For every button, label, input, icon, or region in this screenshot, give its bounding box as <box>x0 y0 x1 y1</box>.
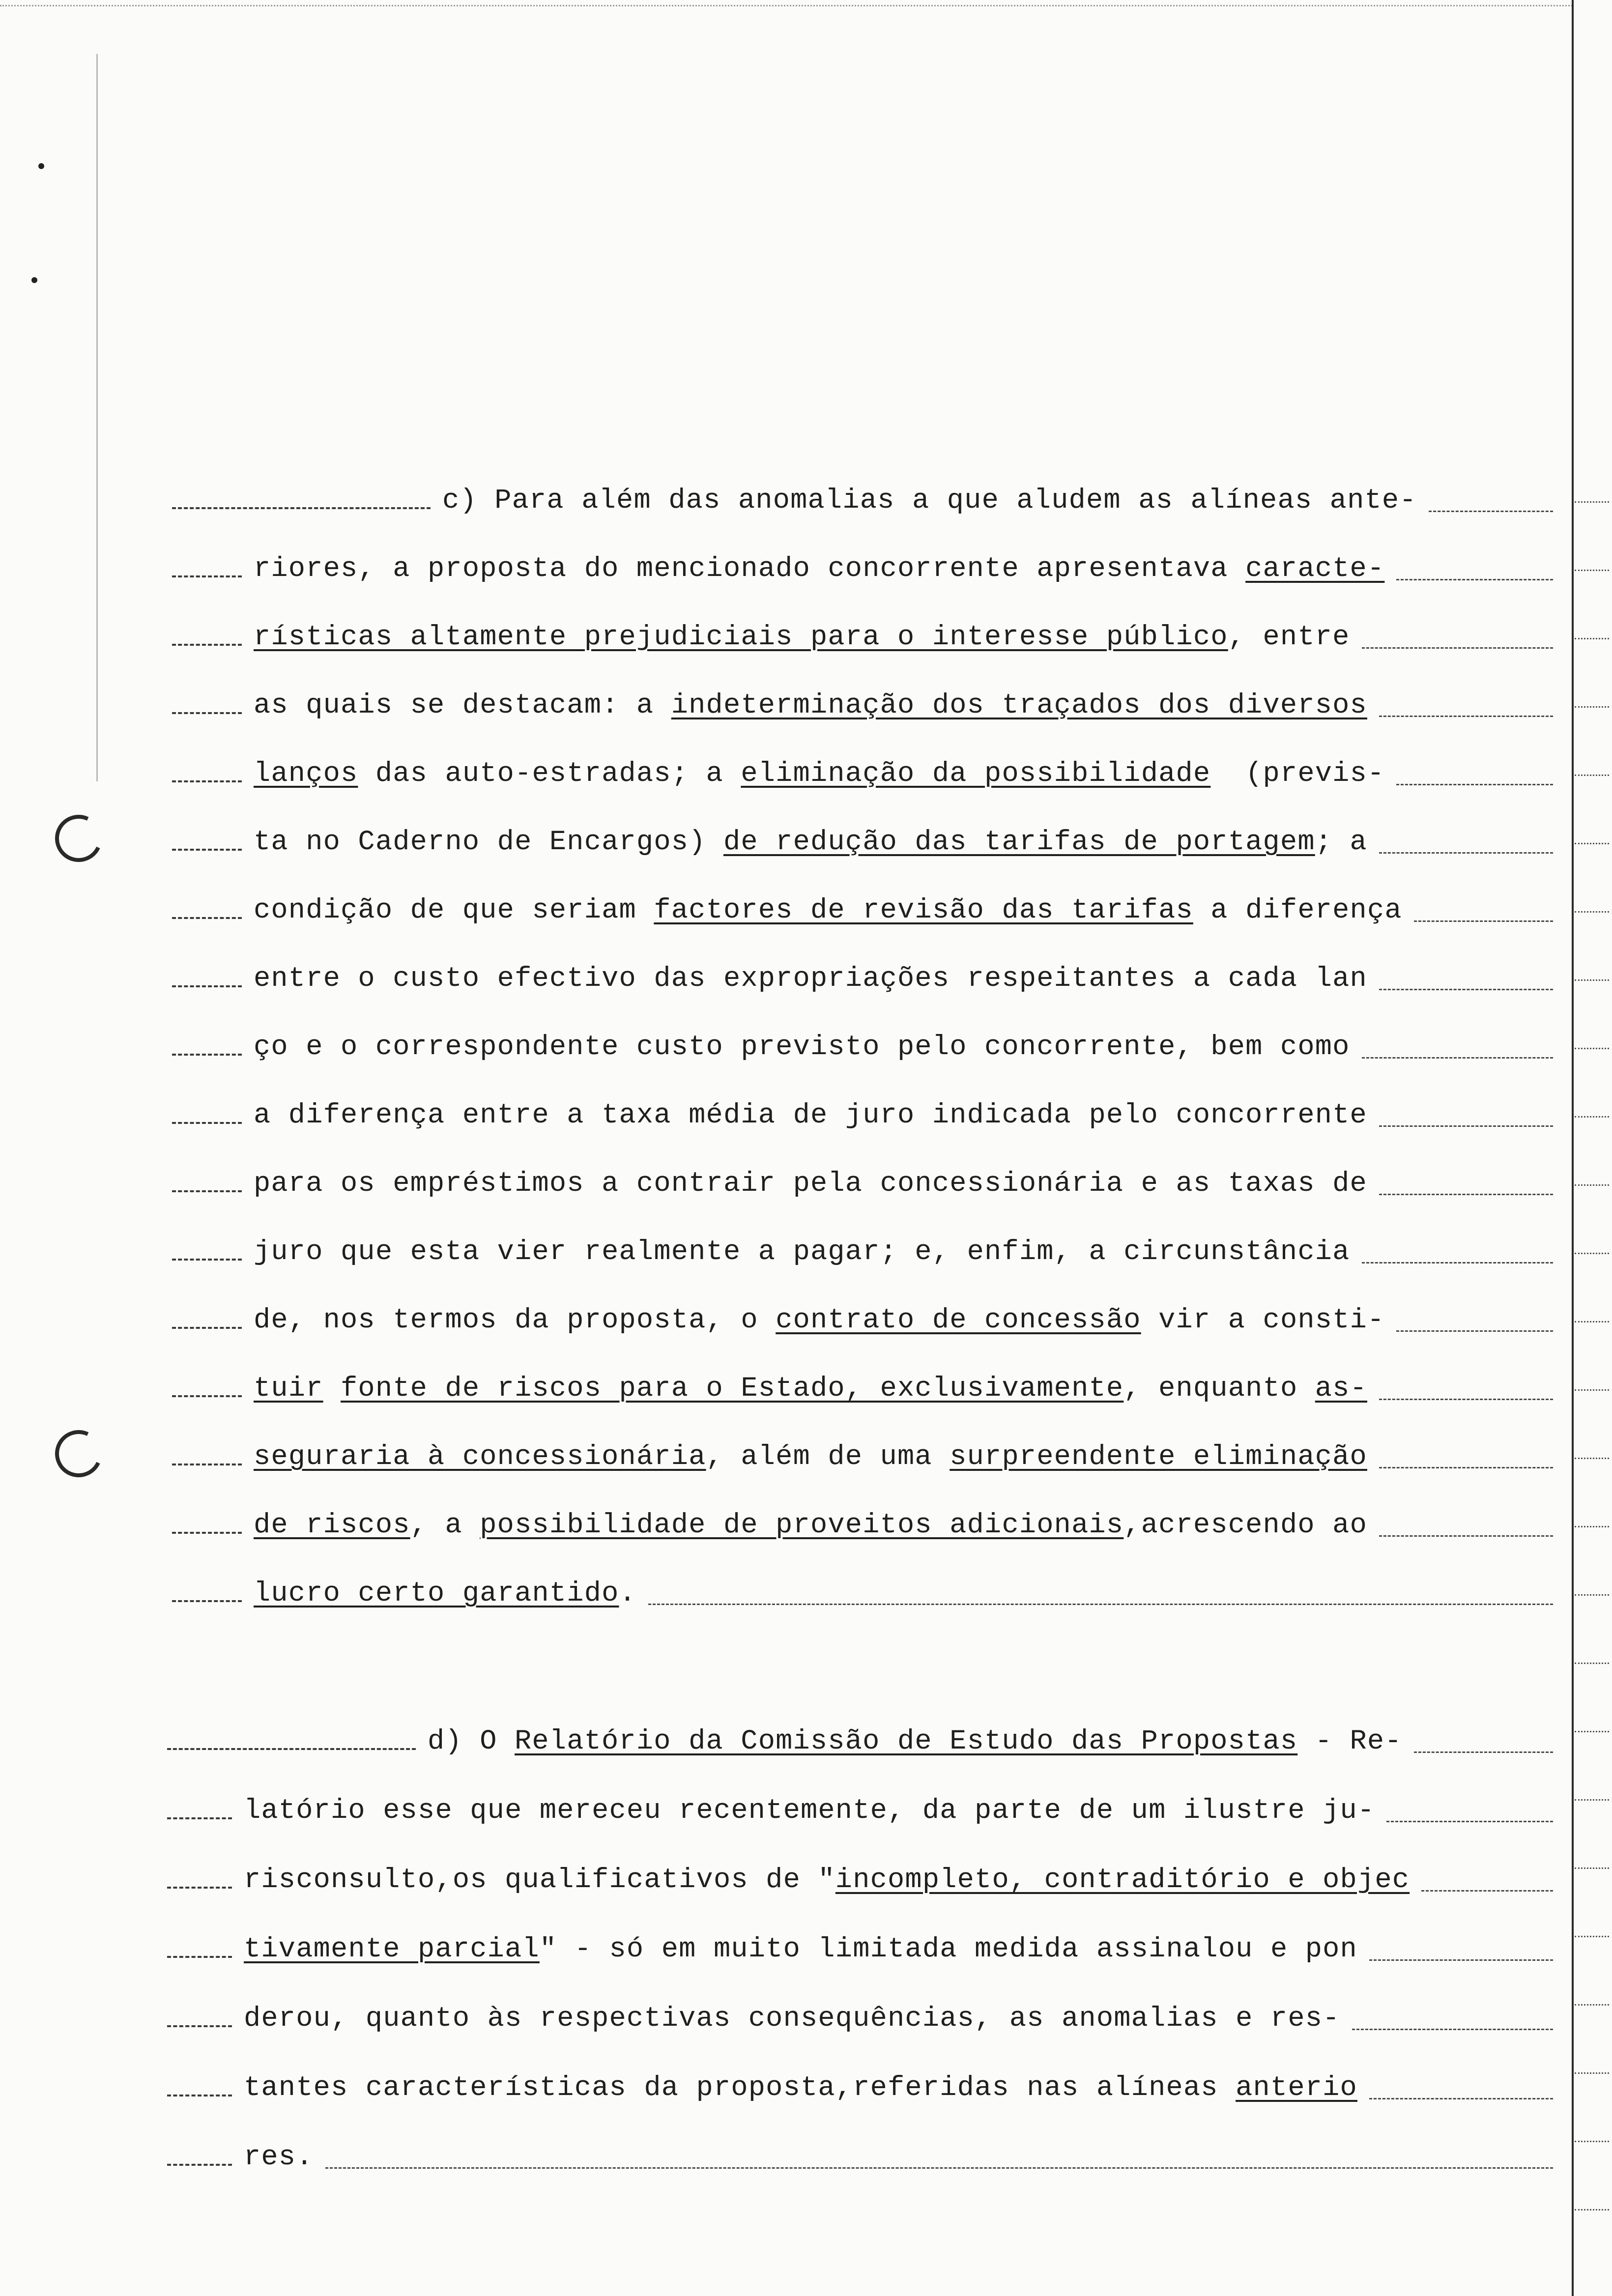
ruled-tick <box>1575 1799 1609 1801</box>
typed-line <box>0 662 1573 731</box>
text-run: res. <box>244 2142 314 2173</box>
typed-line <box>0 1698 1573 1767</box>
underlined-text: rísticas altamente prejudiciais para o interesse público <box>254 622 1228 653</box>
underlined-text: anterio <box>1236 2072 1357 2104</box>
line-text <box>254 897 1402 925</box>
line-fill-dashes <box>1379 1194 1553 1195</box>
line-leader <box>172 1395 242 1397</box>
margin-dot-mark <box>31 277 37 283</box>
line-text <box>254 624 1350 652</box>
ruled-tick <box>1575 2004 1609 2006</box>
underlined-text: contrato de concessão <box>776 1305 1141 1336</box>
text-run: das auto-estradas; a <box>358 758 741 790</box>
text-run <box>323 1373 341 1405</box>
line-leader <box>167 2025 232 2027</box>
line-fill-dashes <box>1352 2029 1553 2030</box>
line-leader <box>167 2164 232 2166</box>
ruled-tick <box>1575 706 1609 708</box>
ruled-tick <box>1575 1526 1609 1527</box>
line-leader <box>172 1600 242 1602</box>
underlined-text: tivamente parcial <box>244 1934 540 1965</box>
typed-line <box>0 1550 1573 1619</box>
line-leader <box>172 780 242 782</box>
line-text <box>254 1033 1350 1062</box>
line-text <box>254 1102 1367 1130</box>
text-run: de, nos termos da proposta, o <box>254 1305 776 1336</box>
typed-line <box>0 1208 1573 1277</box>
line-fill-dashes <box>325 2167 1553 2169</box>
underlined-text: caracte- <box>1245 553 1385 585</box>
line-fill-dashes <box>1379 1399 1553 1400</box>
text-run: riores, a proposta do mencionado concorrente apresentava <box>254 553 1246 585</box>
text-run: c) Para além das anomalias a que aludem as alíneas ante- <box>442 485 1417 517</box>
line-leader <box>172 1327 242 1329</box>
typed-line <box>0 2044 1573 2113</box>
line-fill-dashes <box>1414 920 1553 922</box>
line-leader <box>172 1054 242 1056</box>
underlined-text: lucro certo garantido <box>254 1578 619 1609</box>
line-text <box>428 1728 1402 1756</box>
underlined-text: lanços <box>254 758 358 790</box>
ruled-tick <box>1575 2209 1609 2210</box>
line-fill-dashes <box>1379 852 1553 854</box>
line-text <box>244 2074 1357 2102</box>
typed-line <box>0 867 1573 936</box>
text-run: ; a <box>1315 827 1367 858</box>
typed-line <box>0 1140 1573 1209</box>
line-leader <box>167 2095 232 2096</box>
ruled-tick <box>1575 911 1609 913</box>
underlined-text: de redução das tarifas de portagem <box>723 827 1315 858</box>
ruled-tick <box>1575 2141 1609 2142</box>
text-run: ta no Caderno de Encargos) <box>254 827 723 858</box>
underlined-text: as- <box>1315 1373 1367 1405</box>
line-leader <box>167 1748 416 1750</box>
line-leader <box>172 1190 242 1192</box>
line-leader <box>172 1122 242 1124</box>
line-leader <box>172 1532 242 1534</box>
line-fill-dashes <box>1379 1535 1553 1537</box>
underlined-text: Relatório da Comissão de Estudo das Propostas <box>515 1726 1298 1757</box>
line-fill-dashes <box>1429 511 1553 512</box>
text-run: , entre <box>1228 622 1350 653</box>
line-text <box>442 487 1417 515</box>
text-run: entre o custo efectivo das expropriações respeitantes a cada lan <box>254 963 1367 995</box>
text-run: juro que esta vier realmente a pagar; e, enfim, a circunstância <box>254 1236 1350 1268</box>
ruled-tick <box>1575 501 1609 503</box>
underlined-text: factores de revisão das tarifas <box>654 895 1193 926</box>
line-text <box>254 1170 1367 1198</box>
typed-line <box>0 1906 1573 1975</box>
underlined-text: possibilidade de proveitos adicionais <box>480 1510 1124 1541</box>
line-fill-dashes <box>1396 784 1553 785</box>
text-run: " - só em muito limitada medida assinalou e pon <box>539 1934 1357 1965</box>
ruled-tick <box>1575 1184 1609 1186</box>
text-run: vir a consti- <box>1141 1305 1385 1336</box>
line-text <box>254 829 1367 857</box>
underlined-text: surpreendente eliminação <box>950 1441 1367 1473</box>
line-fill-dashes <box>1369 2098 1553 2099</box>
line-text <box>254 1307 1384 1335</box>
line-text <box>244 2144 314 2172</box>
line-text <box>254 1580 636 1608</box>
ruled-tick <box>1575 2072 1609 2074</box>
line-text <box>244 1936 1357 1964</box>
ruled-tick <box>1575 1048 1609 1049</box>
line-fill-dashes <box>648 1604 1553 1605</box>
typed-line <box>0 730 1573 799</box>
text-run: d) O <box>428 1726 515 1757</box>
line-fill-dashes <box>1421 1890 1553 1892</box>
line-text <box>244 1866 1410 1894</box>
line-text <box>254 760 1384 788</box>
ruled-tick <box>1575 1116 1609 1118</box>
line-fill-dashes <box>1362 1057 1553 1059</box>
line-leader <box>172 1259 242 1261</box>
typed-line <box>0 1767 1573 1836</box>
typed-line <box>0 1072 1573 1141</box>
text-run: - Re- <box>1297 1726 1402 1757</box>
typed-line <box>0 1277 1573 1346</box>
text-run: , além de uma <box>706 1441 950 1473</box>
line-text <box>254 555 1384 583</box>
text-run: ço e o correspondente custo previsto pelo concorrente, bem como <box>254 1032 1350 1063</box>
text-run: a diferença <box>1193 895 1402 926</box>
text-run: , a <box>410 1510 480 1541</box>
ruled-tick <box>1575 1867 1609 1869</box>
line-text <box>254 1512 1367 1540</box>
ruled-tick <box>1575 1458 1609 1459</box>
text-run: as quais se destacam: a <box>254 690 671 721</box>
ruled-tick <box>1575 638 1609 639</box>
line-fill-dashes <box>1379 989 1553 990</box>
line-leader <box>172 1464 242 1465</box>
underlined-text: fonte de riscos para o Estado, exclusivamente <box>341 1373 1124 1405</box>
ruled-tick <box>1575 1936 1609 1937</box>
typed-line <box>0 457 1573 526</box>
text-run: tantes características da proposta,referidas nas alíneas <box>244 2072 1236 2104</box>
line-fill-dashes <box>1362 1262 1553 1263</box>
line-leader <box>172 849 242 851</box>
line-fill-dashes <box>1414 1751 1553 1753</box>
line-fill-dashes <box>1386 1821 1553 1822</box>
text-run: . <box>619 1578 636 1609</box>
underlined-text: incompleto, contraditório e objec <box>835 1865 1410 1896</box>
typed-line <box>0 1345 1573 1414</box>
typed-line <box>0 935 1573 1004</box>
text-run: , enquanto <box>1123 1373 1315 1405</box>
text-run: condição de que seriam <box>254 895 654 926</box>
line-leader <box>167 1887 232 1889</box>
text-run: latório esse que mereceu recentemente, da parte de um ilustre ju- <box>244 1795 1375 1827</box>
ruled-tick <box>1575 1663 1609 1664</box>
text-run: ,acrescendo ao <box>1123 1510 1367 1541</box>
line-leader <box>172 507 431 509</box>
line-text <box>254 1238 1350 1266</box>
line-fill-dashes <box>1369 1959 1553 1961</box>
ruled-tick <box>1575 979 1609 981</box>
line-text <box>254 692 1367 720</box>
line-text <box>244 1797 1375 1825</box>
line-fill-dashes <box>1396 579 1553 580</box>
ruled-tick <box>1575 1253 1609 1254</box>
ruled-tick <box>1575 1389 1609 1391</box>
line-fill-dashes <box>1362 647 1553 649</box>
line-leader <box>172 575 242 577</box>
ruled-tick <box>1575 1731 1609 1732</box>
underlined-text: seguraria à concessionária <box>254 1441 706 1473</box>
line-text <box>254 1443 1367 1471</box>
line-fill-dashes <box>1379 1125 1553 1127</box>
ruled-tick <box>1575 1321 1609 1322</box>
typed-line <box>0 1413 1573 1482</box>
ruled-tick <box>1575 843 1609 844</box>
line-fill-dashes <box>1379 716 1553 717</box>
typed-line <box>0 2114 1573 2182</box>
typed-line <box>0 1975 1573 2044</box>
text-run: (previs- <box>1210 758 1385 790</box>
text-run: para os empréstimos a contrair pela concessionária e as taxas de <box>254 1168 1367 1200</box>
typed-line <box>0 594 1573 662</box>
line-text <box>254 965 1367 993</box>
ruled-tick <box>1575 775 1609 776</box>
underlined-text: tuir <box>254 1373 323 1405</box>
line-text <box>244 2005 1340 2033</box>
line-leader <box>167 1956 232 1958</box>
ruled-tick <box>1575 1594 1609 1596</box>
underlined-text: indeterminação dos traçados dos diversos <box>671 690 1367 721</box>
typed-line <box>0 1837 1573 1905</box>
typed-line <box>0 1482 1573 1550</box>
line-leader <box>172 644 242 646</box>
typed-line <box>0 525 1573 594</box>
typed-line <box>0 1004 1573 1072</box>
text-run: derou, quanto às respectivas consequências, as anomalias e res- <box>244 2003 1340 2035</box>
text-run: a diferença entre a taxa média de juro indicada pelo concorrente <box>254 1100 1367 1131</box>
line-fill-dashes <box>1396 1330 1553 1332</box>
line-fill-dashes <box>1379 1467 1553 1468</box>
underlined-text: de riscos <box>254 1510 410 1541</box>
page-top-edge <box>0 5 1573 6</box>
line-leader <box>172 985 242 987</box>
text-run: risconsulto,os qualificativos de " <box>244 1865 835 1896</box>
line-text <box>254 1375 1367 1403</box>
margin-dot-mark <box>38 163 44 169</box>
underlined-text: eliminação da possibilidade <box>741 758 1211 790</box>
line-leader <box>167 1817 232 1819</box>
typed-line <box>0 799 1573 867</box>
line-leader <box>172 712 242 714</box>
ruled-tick <box>1575 570 1609 571</box>
line-leader <box>172 917 242 919</box>
